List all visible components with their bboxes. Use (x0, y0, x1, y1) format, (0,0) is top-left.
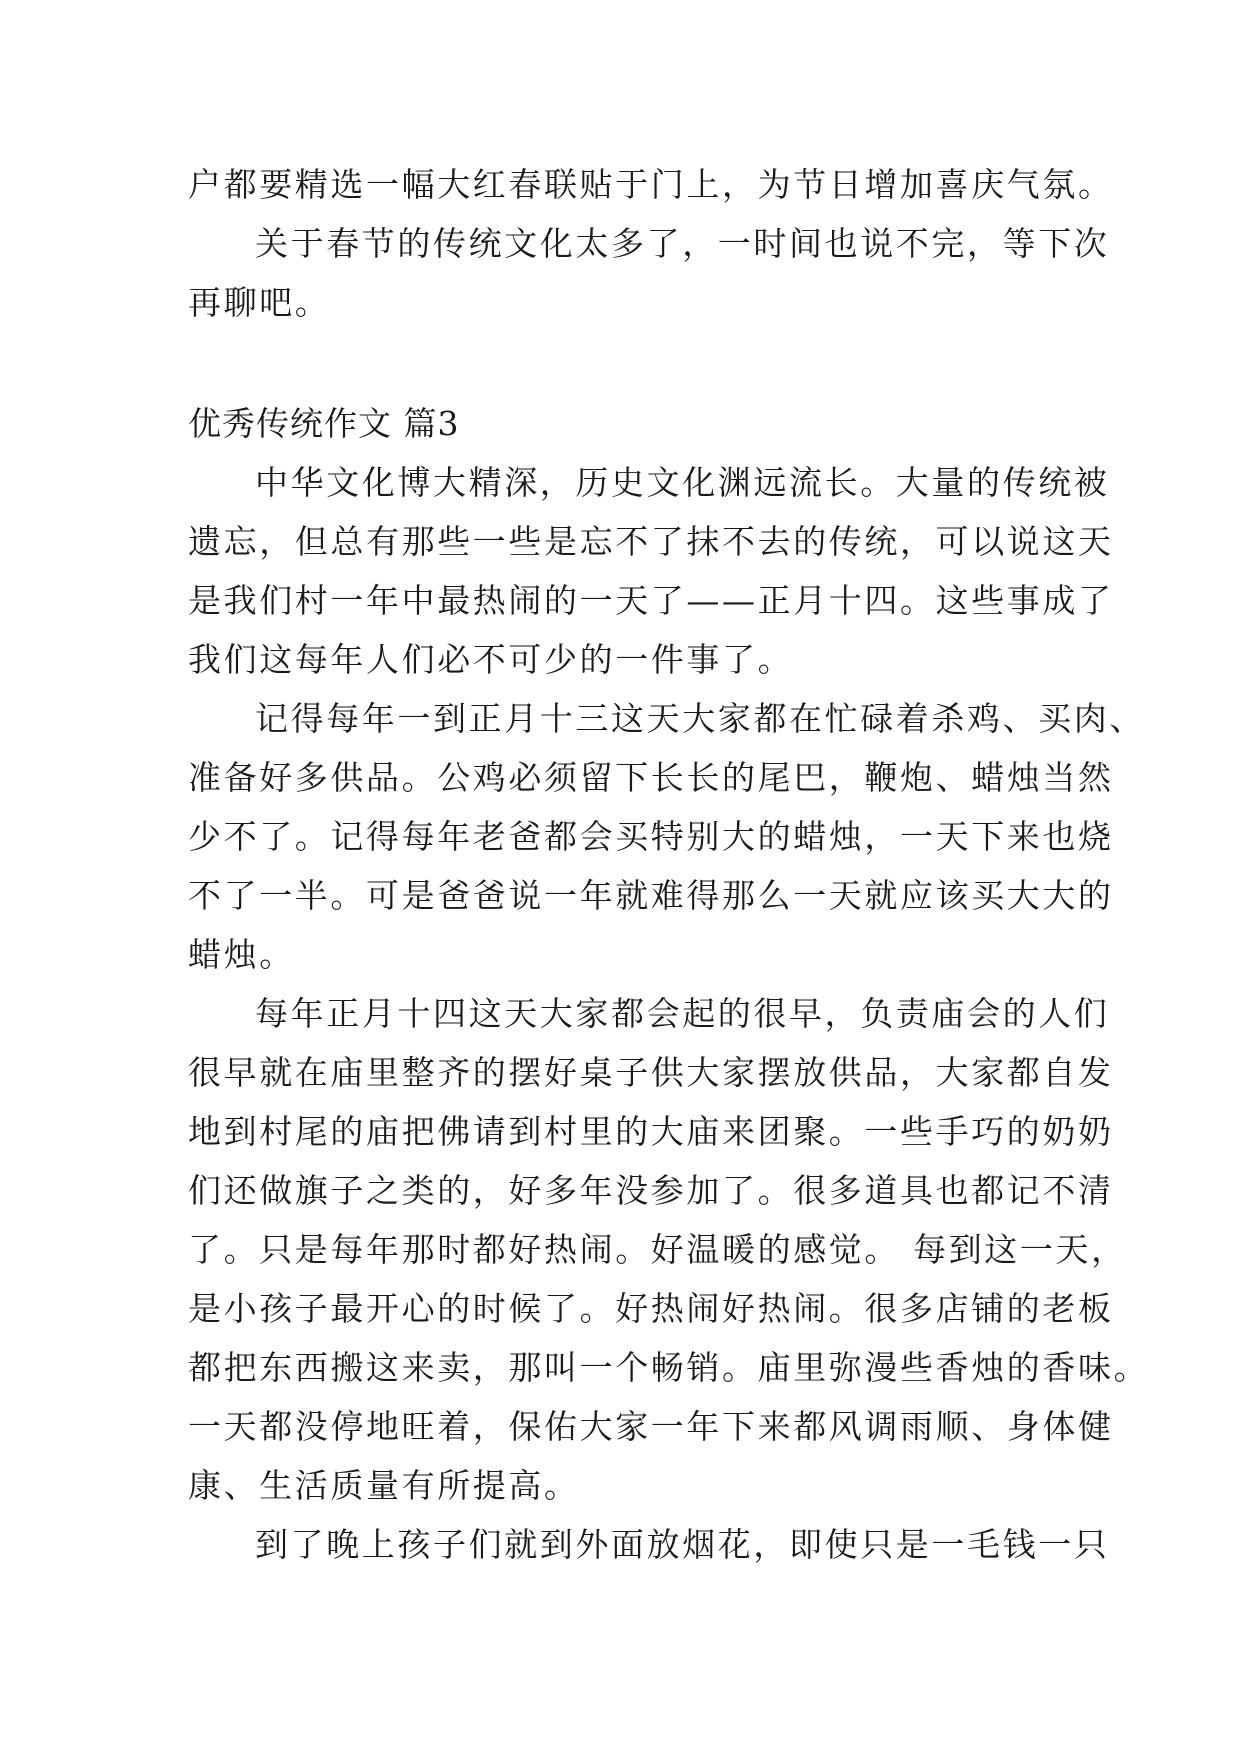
paragraph-line: 很早就在庙里整齐的摆好桌子供大家摆放供品，大家都自发 (188, 1053, 1114, 1092)
paragraph-line: 再聊吧。 (188, 283, 331, 322)
paragraph-line: 是我们村一年中最热闹的一天了——正月十四。这些事成了 (188, 581, 1114, 620)
paragraph-line: 都把东西搬这来卖，那叫一个畅销。庙里弥漫些香烛的香味。 (188, 1348, 1150, 1387)
paragraph-line: 了。只是每年那时都好热闹。好温暖的感觉。 每到这一天， (188, 1230, 1127, 1269)
document-body (188, 155, 1150, 1574)
paragraph-line: 到了晚上孩子们就到外面放烟花，即使只是一毛钱一只 (255, 1525, 1110, 1564)
paragraph-line: 地到村尾的庙把佛请到村里的大庙来团聚。一些手巧的奶奶 (188, 1112, 1114, 1151)
paragraph-line: 户都要精选一幅大红春联贴于门上，为节日增加喜庆气氛。 (188, 165, 1114, 204)
paragraph-line: 蜡烛。 (188, 935, 295, 974)
paragraph-line: 遗忘，但总有那些一些是忘不了抹不去的传统，可以说这天 (188, 522, 1114, 561)
paragraph-line: 是小孩子最开心的时候了。好热闹好热闹。很多店铺的老板 (188, 1289, 1114, 1328)
paragraph-line: 准备好多供品。公鸡必须留下长长的尾巴，鞭炮、蜡烛当然 (188, 758, 1114, 797)
paragraph-line: 记得每年一到正月十三这天大家都在忙碌着杀鸡、买肉、 (255, 699, 1145, 738)
paragraph-line: 一天都没停地旺着，保佑大家一年下来都风调雨顺、身体健 (188, 1407, 1114, 1446)
paragraph-line: 我们这每年人们必不可少的一件事了。 (188, 640, 794, 679)
paragraph-line: 少不了。记得每年老爸都会买特别大的蜡烛，一天下来也烧 (188, 817, 1114, 856)
section-spacer (188, 332, 1058, 394)
paragraph-line: 不了一半。可是爸爸说一年就难得那么一天就应该买大大的 (188, 876, 1114, 915)
paragraph-line: 康、生活质量有所提高。 (188, 1466, 580, 1505)
paragraph-line: 中华文化博大精深，历史文化渊远流长。大量的传统被 (255, 463, 1110, 502)
paragraph-line: 们还做旗子之类的，好多年没参加了。很多道具也都记不清 (188, 1171, 1114, 1210)
paragraph-line: 每年正月十四这天大家都会起的很早，负责庙会的人们 (255, 994, 1110, 1033)
paragraph-line: 关于春节的传统文化太多了，一时间也说不完，等下次 (255, 224, 1110, 263)
section-heading: 优秀传统作文 篇3 (188, 404, 460, 443)
